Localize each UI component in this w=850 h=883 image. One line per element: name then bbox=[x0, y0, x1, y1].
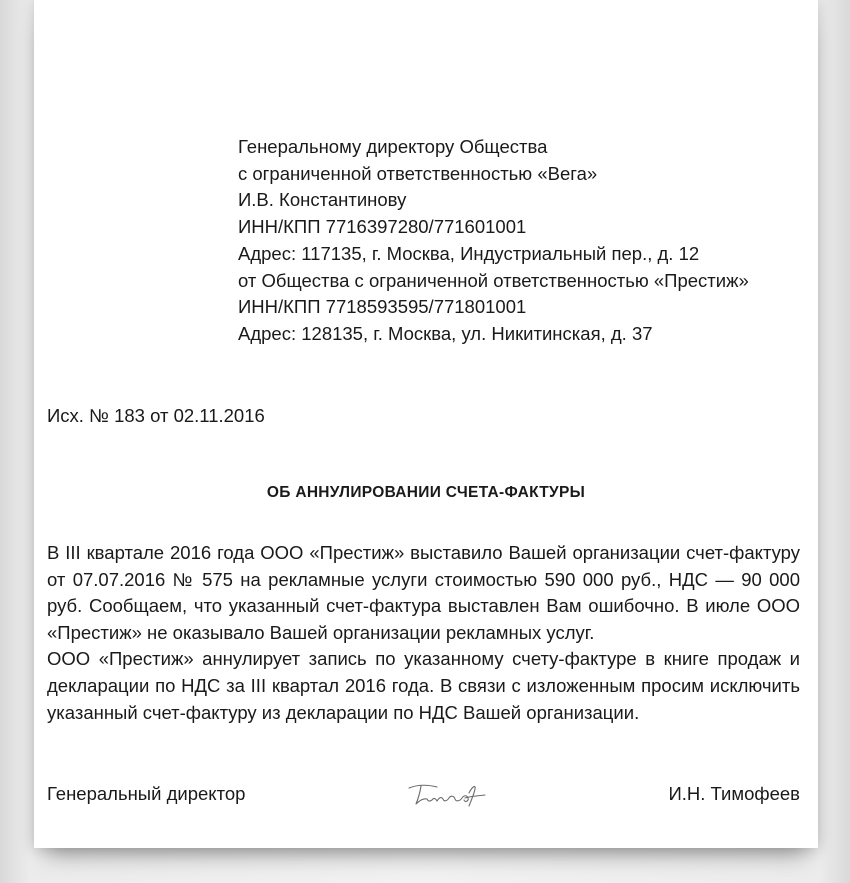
body-paragraph: ООО «Престиж» аннулирует запись по указанному счету-фактуре в книге продаж и декларации по НДС за III квартал 2016 года. В связи с изложенным просим исключить указанный счет-фактуру из декларации по НДС Вашей организации. bbox=[47, 648, 800, 723]
signatory-position: Генеральный директор bbox=[47, 783, 246, 804]
letter-page bbox=[34, 0, 818, 848]
addressee-line: ИНН/КПП 7716397280/771601001 bbox=[238, 216, 527, 238]
addressee-line: с ограниченной ответственностью «Вега» bbox=[238, 162, 598, 184]
sender-line: ИНН/КПП 7718593595/771801001 bbox=[238, 296, 527, 318]
addressee-line: И.В. Константинову bbox=[238, 189, 407, 211]
handwritten-signature bbox=[403, 779, 493, 811]
signatory-name: И.Н. Тимофеев bbox=[668, 783, 800, 804]
sender-line: Адрес: 128135, г. Москва, ул. Никитинская, д. 37 bbox=[238, 322, 653, 344]
document-title: ОБ АННУЛИРОВАНИИ СЧЕТА-ФАКТУРЫ bbox=[266, 484, 586, 501]
addressee-line: Генеральному директору Общества bbox=[238, 136, 548, 157]
addressee-block bbox=[238, 134, 808, 348]
letter-body bbox=[47, 540, 800, 726]
outgoing-reference: Исх. № 183 от 02.11.2016 bbox=[47, 405, 265, 426]
addressee-line: Адрес: 117135, г. Москва, Индустриальный пер., д. 12 bbox=[238, 242, 700, 264]
body-paragraph: В III квартале 2016 года ООО «Престиж» выставило Вашей организации счет-фактуру от 07.07.2016 № 575 на рекламные услуги стоимостью 590 000 руб., НДС — 90 000 руб. Сообщаем, что указанный счет-фактура выставлен Вам ошибочно. В июле ООО «Престиж» не оказывало Вашей организации рекламных услуг. bbox=[47, 542, 800, 643]
sender-line: от Общества с ограниченной ответственностью «Престиж» bbox=[238, 269, 749, 291]
signature-row bbox=[47, 781, 800, 809]
